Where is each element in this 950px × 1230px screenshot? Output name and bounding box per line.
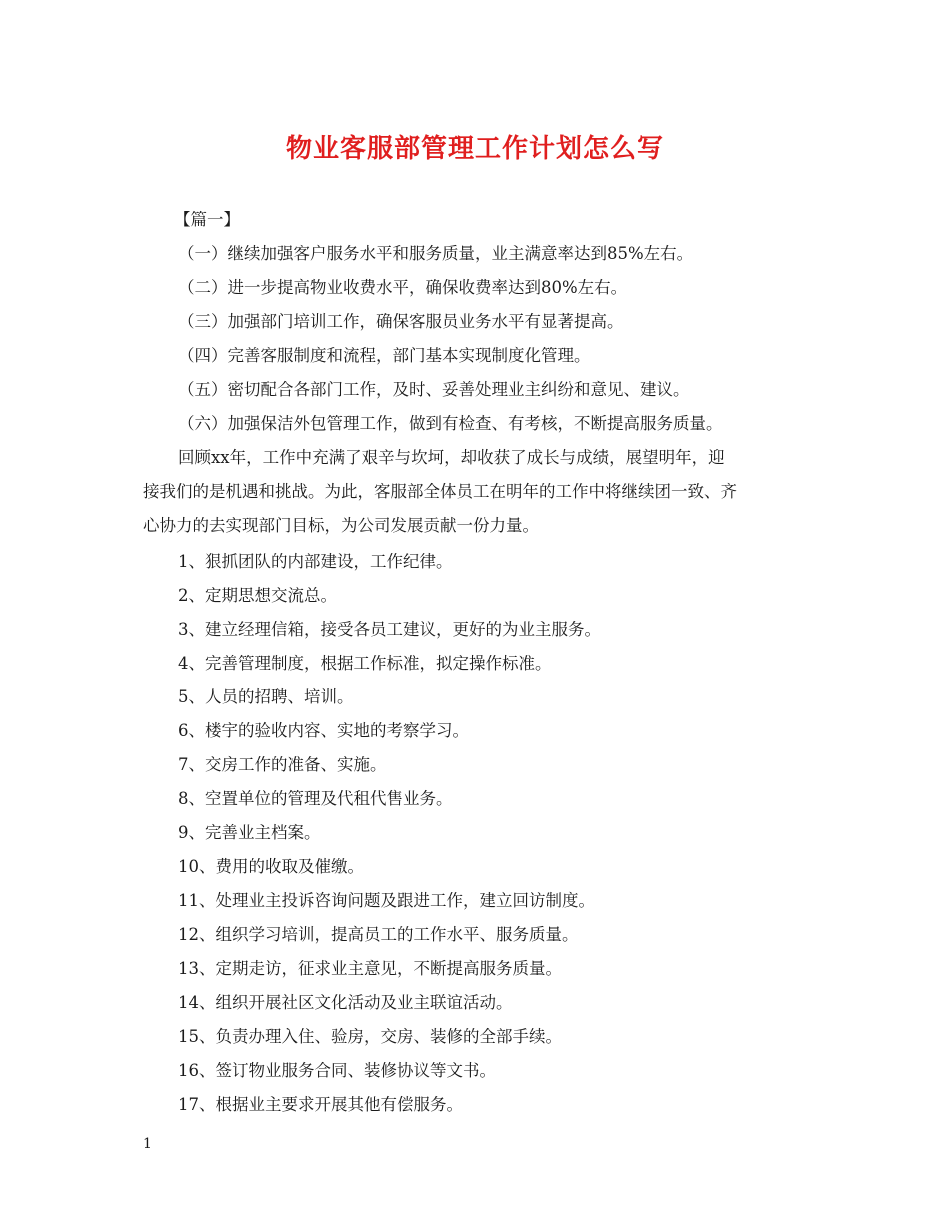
task-item: 17、根据业主要求开展其他有偿服务。 [178, 1095, 463, 1114]
goal-item: （三）加强部门培训工作，确保客服员业务水平有显著提高。 [178, 312, 624, 331]
task-item: 10、费用的收取及催缴。 [178, 857, 364, 876]
task-item: 14、组织开展社区文化活动及业主联谊活动。 [178, 993, 513, 1012]
task-item: 2、定期思想交流总。 [178, 586, 337, 605]
task-item: 9、完善业主档案。 [178, 823, 321, 842]
task-item: 15、负责办理入住、验房，交房、装修的全部手续。 [178, 1027, 562, 1046]
goal-item: （二）进一步提高物业收费水平，确保收费率达到80%左右。 [178, 278, 628, 297]
section-heading: 【篇一】 [174, 210, 240, 229]
task-item: 8、空置单位的管理及代租代售业务。 [178, 789, 453, 808]
task-item: 11、处理业主投诉咨询问题及跟进工作，建立回访制度。 [178, 891, 595, 910]
task-item: 12、组织学习培训，提高员工的工作水平、服务质量。 [178, 925, 579, 944]
goal-item: （四）完善客服制度和流程，部门基本实现制度化管理。 [178, 346, 591, 365]
task-item: 7、交房工作的准备、实施。 [178, 755, 387, 774]
goal-item: （六）加强保洁外包管理工作，做到有检查、有考核，不断提高服务质量。 [178, 414, 723, 433]
task-item: 4、完善管理制度，根据工作标准，拟定操作标准。 [178, 654, 552, 673]
goal-item: （一）继续加强客户服务水平和服务质量，业主满意率达到85%左右。 [178, 244, 694, 263]
task-item: 3、建立经理信箱，接受各员工建议，更好的为业主服务。 [178, 620, 601, 639]
document-title: 物业客服部管理工作计划怎么写 [285, 134, 664, 164]
task-item: 6、楼宇的验收内容、实地的考察学习。 [178, 721, 469, 740]
task-item: 16、签订物业服务合同、装修协议等文书。 [178, 1061, 496, 1080]
task-item: 1、狠抓团队的内部建设，工作纪律。 [178, 552, 453, 571]
task-item: 5、人员的招聘、培训。 [178, 687, 354, 706]
paragraph-line: 心协力的去实现部门目标，为公司发展贡献一份力量。 [143, 516, 539, 535]
task-item: 13、定期走访，征求业主意见，不断提高服务质量。 [178, 959, 562, 978]
page-number: 1 [143, 1136, 152, 1152]
paragraph-line: 回顾xx年，工作中充满了艰辛与坎坷，却收获了成长与成绩，展望明年，迎 [178, 448, 725, 467]
goal-item: （五）密切配合各部门工作，及时、妥善处理业主纠纷和意见、建议。 [178, 380, 690, 399]
paragraph-line: 接我们的是机遇和挑战。为此，客服部全体员工在明年的工作中将继续团一致、齐 [143, 482, 737, 501]
